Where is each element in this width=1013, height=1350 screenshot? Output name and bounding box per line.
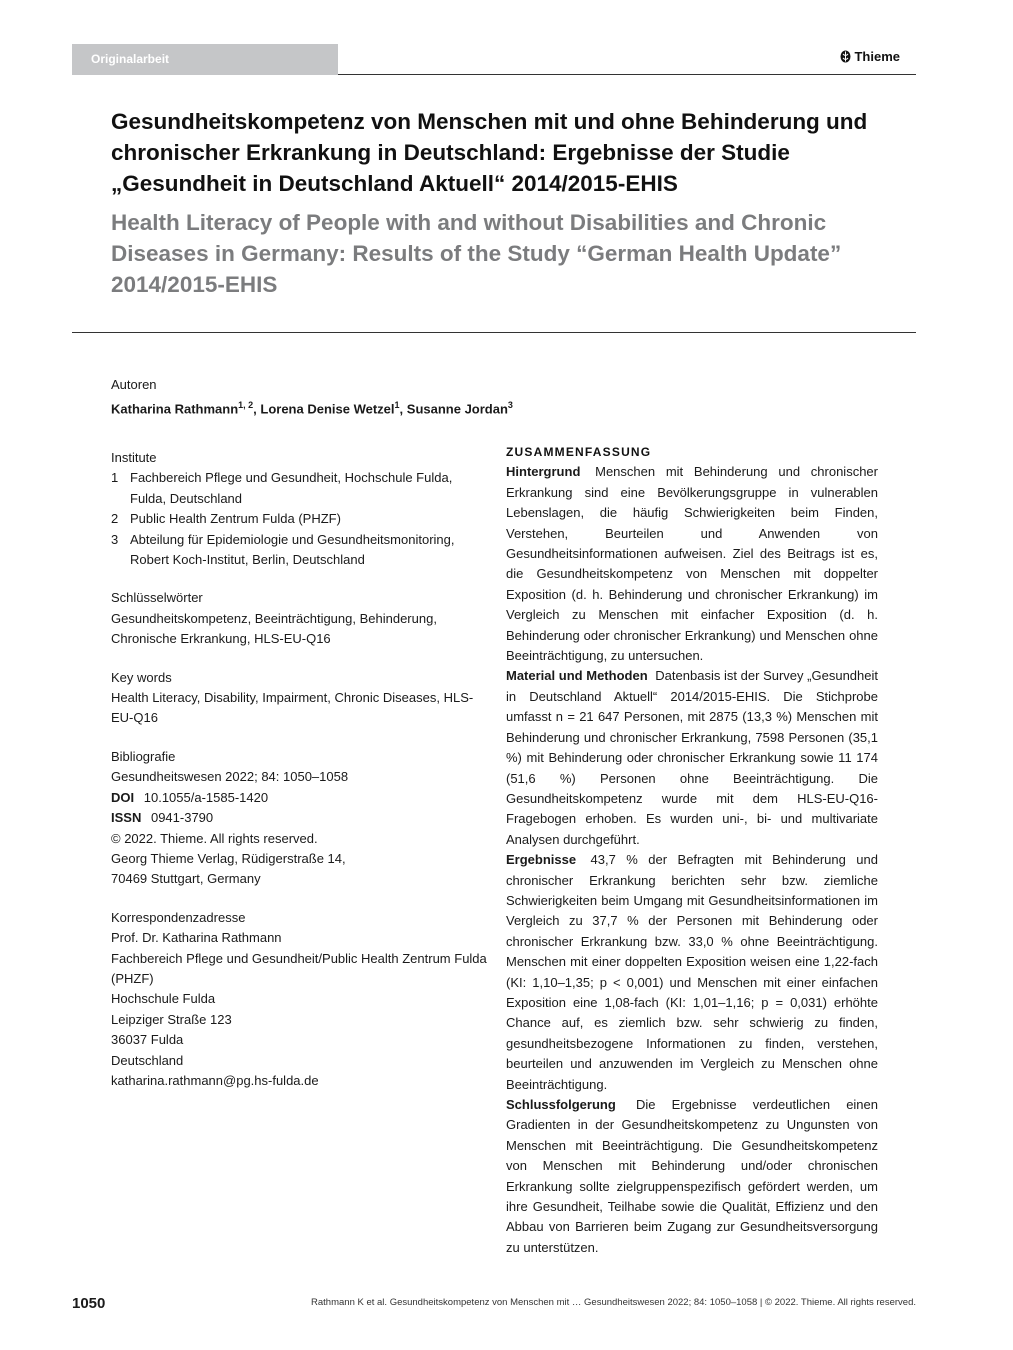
institute-item	[111, 468, 491, 509]
abstract-column	[506, 442, 878, 1258]
correspondence-line: Fachbereich Pflege und Gesundheit/Public Health Zentrum Fulda (PHZF)	[111, 950, 487, 986]
author-affiliation: 1, 2	[238, 400, 254, 410]
abstract-section-lead: Hintergrund	[506, 464, 581, 480]
correspondence-line: Deutschland	[111, 1052, 184, 1068]
abstract-section-text: Die Ergebnisse verdeutlichen einen Gradienten in der Gesundheitskompetenz zu Ungunsten von Menschen mit Beeinträchtigung. Die Gesundheitskompetenz von Menschen mit Behinderung und/oder chronischen Erkrankung sollte zielgruppenspezifisch gefördert werden, um ihre Gesundheit, Teilhabe sowie die Qualität, Effizienz und den Abbau von Barrieren beim Zugang zur Gesundheitsversorgung zu unterstützen.	[506, 1097, 878, 1255]
abstract-section	[506, 462, 878, 666]
title-german: Gesundheitskompetenz von Menschen mit und ohne Behinderung und chronischer Erkrankung in Deutschland: Ergebnisse der Studie „Gesundheit in Deutschland Aktuell“ 2014/2015-EHIS	[111, 109, 868, 196]
institute-text: Public Health Zentrum Fulda (PHZF)	[130, 511, 341, 527]
keywords-de-block	[111, 588, 491, 649]
institutes-heading: Institute	[111, 450, 157, 465]
issn-value: 0941-3790	[150, 810, 214, 826]
institute-number: 2	[111, 511, 119, 527]
abstract-section-text: 43,7 % der Befragten mit Behinderung und chronischer Erkrankung berichten sehr bzw. ziemliche Schwierigkeiten beim Umgang mit Gesundheitsinformationen im Vergleich zu 37,7 % der Personen mit Behinderung oder chronischer Erkrankung bzw. 33,0 % ohne Beeinträchtigung. Menschen mit einer doppelten Exposition weisen eine 1,22-fach (KI: 1,10–1,35; p < 0,001) und Menschen mit einer einfachen Exposition eine 1,08-fach (KI: 1,01–1,16; p = 0,031) erhöhte Chance auf, es ziemlich bzw. sehr schwierig zu finden, gesundheitsbezogene Informationen zu finden, verstehen, beurteilen und anzuwenden im Vergleich zu Menschen ohne Beeinträchtigung.	[506, 852, 878, 1092]
institute-item	[111, 530, 491, 571]
doi-row	[111, 788, 491, 808]
abstract-section	[506, 850, 878, 1095]
correspondence-heading: Korrespondenzadresse	[111, 909, 246, 925]
author-affiliation: 1	[394, 400, 400, 410]
abstract-section-text: Menschen mit Behinderung und chronischer Erkrankung sind eine Bevölkerungsgruppe in vulnerablen Lebenslagen, die häufig Schwierigkeiten beim Finden, Verstehen, Beurteilen und Anwenden von Gesundheitsinformationen aufweisen. Ziel des Beitrags ist es, die Gesundheitskompetenz von Menschen mit doppelter Exposition (d. h. Behinderung und chronischer Erkrankung) im Vergleich zu Menschen mit einfacher Exposition (d. h. Behinderung oder chronischer Erkrankung) und Menschen ohne Beeinträchtigung, zu untersuchen.	[506, 464, 878, 664]
copyright-line: © 2022. Thieme. All rights reserved.	[111, 830, 318, 846]
header-rule	[338, 74, 916, 75]
abstract-section	[506, 1095, 878, 1258]
author-name: Susanne Jordan	[406, 401, 508, 417]
keywords-de-heading: Schlüsselwörter	[111, 590, 203, 606]
institute-text: Abteilung für Epidemiologie und Gesundheitsmonitoring, Robert Koch-Institut, Berlin, Deutschland	[130, 531, 455, 568]
institutes-block	[111, 448, 491, 570]
keywords-en-text: Health Literacy, Disability, Impairment, Chronic Diseases, HLS-EU-Q16	[111, 690, 474, 726]
institute-item	[111, 509, 491, 529]
publisher-address-line: Georg Thieme Verlag, Rüdigerstraße 14,	[111, 850, 346, 866]
section-label: Originalarbeit	[91, 52, 170, 66]
doi-label: DOI	[111, 789, 135, 805]
correspondence-email[interactable]: katharina.rathmann@pg.hs-fulda.de	[111, 1072, 319, 1088]
bibliography-block	[111, 747, 491, 890]
institute-number: 3	[111, 531, 119, 547]
keywords-en-heading: Key words	[111, 669, 172, 685]
institute-text: Fachbereich Pflege und Gesundheit, Hochschule Fulda, Fulda, Deutschland	[130, 470, 453, 506]
thieme-logo-icon	[840, 50, 851, 63]
keywords-de-text: Gesundheitskompetenz, Beeinträchtigung, Behinderung, Chronische Erkrankung, HLS-EU-Q16	[111, 610, 437, 647]
metadata-column	[111, 448, 491, 1109]
issn-label: ISSN	[111, 810, 142, 826]
correspondence-line: Hochschule Fulda	[111, 991, 216, 1007]
author-name: Lorena Denise Wetzel	[260, 401, 395, 417]
abstract-section-lead: Ergebnisse	[506, 852, 577, 868]
bibliography-heading: Bibliografie	[111, 748, 176, 764]
author-affiliation: 3	[507, 400, 513, 410]
authors-names	[111, 395, 513, 419]
publisher-logo	[840, 49, 900, 64]
correspondence-line: Prof. Dr. Katharina Rathmann	[111, 930, 282, 946]
abstract-section-text: Datenbasis ist der Survey „Gesundheit in Deutschland Aktuell“ 2014/2015-EHIS. Die Stichprobe umfasst n = 21 647 Personen, mit 2875 (13,3 %) Menschen mit Behinderung und chronischer Erkrankung, 7598 Personen (35,1 %) mit Behinderung oder chronischer Erkrankung sowie 11 174 (51,6 %) Personen ohne Beeinträchtigung. Die Gesundheitskompetenz wurde mit dem HLS-EU-Q16-Fragebogen erhoben. Es wurden uni-, bi- und multivariate Analysen durchgeführt.	[506, 668, 878, 847]
author-separator: ,	[399, 401, 407, 417]
title-english: Health Literacy of People with and without Disabilities and Chronic Diseases in Germany: Results of the Study “German Health Update” 2014/2015-EHIS	[111, 210, 842, 297]
abstract-section-lead: Schlussfolgerung	[506, 1097, 616, 1112]
doi-link[interactable]: 10.1055/a-1585-1420	[143, 789, 269, 805]
bibliography-journal: Gesundheitswesen 2022; 84: 1050–1058	[111, 769, 349, 785]
abstract-heading: ZUSAMMENFASSUNG	[506, 445, 652, 459]
keywords-en-block	[111, 668, 491, 729]
page-number: 1050	[72, 1295, 106, 1312]
authors-block	[111, 375, 513, 419]
section-label-bar	[72, 44, 338, 75]
correspondence-block	[111, 908, 491, 1092]
authors-heading: Autoren	[111, 377, 157, 392]
correspondence-line: 36037 Fulda	[111, 1032, 184, 1048]
footer-reference: Rathmann K et al. Gesundheitskompetenz von Menschen mit … Gesundheitswesen 2022; 84: 1050–1058 | © 2022. Thieme. All rights reserved.	[311, 1297, 916, 1308]
abstract-section-lead: Material und Methoden	[506, 668, 648, 684]
author-name: Katharina Rathmann	[111, 401, 239, 417]
abstract-section	[506, 666, 878, 850]
title-rule	[72, 332, 916, 333]
author-separator: ,	[253, 401, 261, 417]
institute-number: 1	[111, 470, 119, 486]
publisher-address-line: 70469 Stuttgart, Germany	[111, 871, 261, 887]
issn-row	[111, 808, 491, 828]
publisher-name: Thieme	[854, 49, 900, 64]
correspondence-line: Leipziger Straße 123	[111, 1011, 232, 1027]
